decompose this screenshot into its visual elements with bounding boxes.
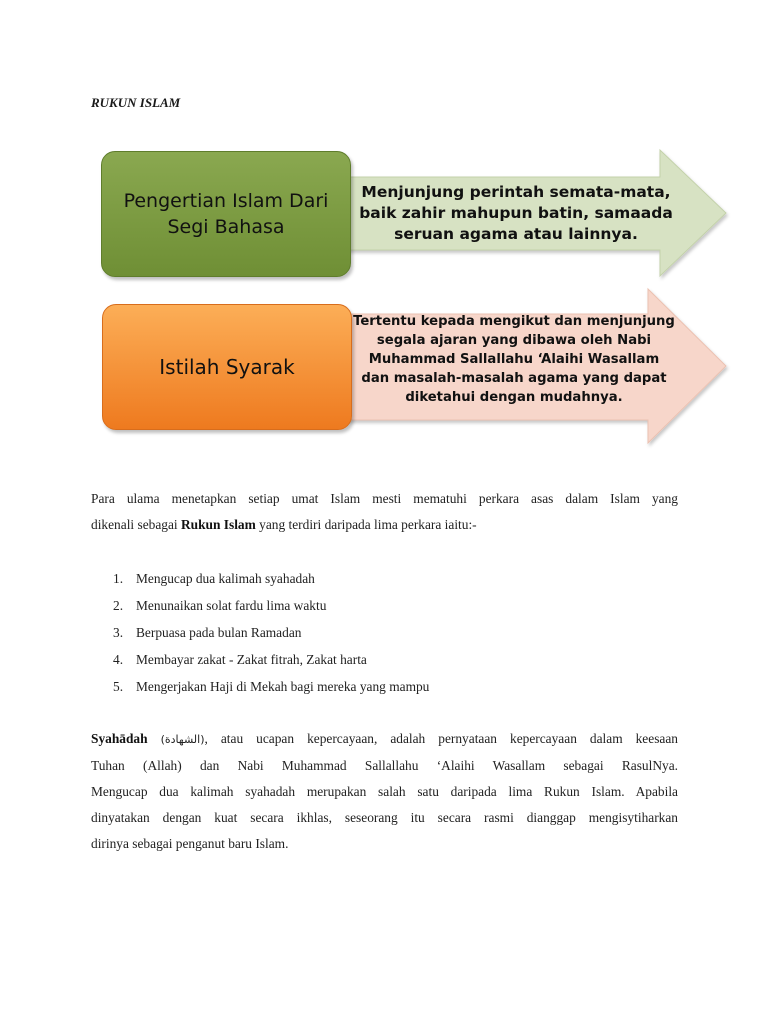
list-text: Berpuasa pada bulan Ramadan [136, 625, 302, 640]
arrow-row2-line: dan masalah-masalah agama yang dapat [361, 370, 667, 386]
list-number: 4. [113, 652, 124, 667]
intro-line [91, 512, 678, 538]
box-row1-line: Segi Bahasa [167, 216, 285, 238]
intro-paragraph [91, 486, 678, 538]
rukun-islam-diagram [0, 0, 768, 460]
list-number: 1. [113, 571, 124, 586]
box-row2-label: Istilah Syarak [159, 355, 295, 379]
arrow-row1-line: seruan agama atau lainnya. [394, 224, 638, 243]
list-number: 5. [113, 679, 124, 694]
arrow-row2-line: diketahui dengan mudahnya. [405, 389, 623, 405]
syahadah-line: dinyatakan dengan kuat secara ikhlas, seseorang itu secara rasmi dianggap mengisytiharkan [91, 810, 678, 825]
syahadah-line: dirinya sebagai penganut baru Islam. [91, 836, 289, 851]
box-pengertian-bahasa [101, 151, 351, 277]
arrow-row1-text [350, 163, 682, 263]
arrow-row1-line: baik zahir mahupun batin, samaada [359, 203, 673, 222]
arrow-row1-line: Menjunjung perintah semata-mata, [361, 182, 671, 201]
syahadah-term: Syahādah [91, 731, 148, 746]
arrow-row2-line: Muhammad Sallallahu ‘Alaihi Wasallam [368, 351, 660, 367]
intro-text: dikenali sebagai [91, 517, 181, 532]
list-number: 2. [113, 598, 124, 613]
arrow-row2-text [346, 305, 682, 413]
list-item [91, 592, 651, 619]
list-item [91, 646, 651, 673]
page-heading: RUKUN ISLAM [91, 95, 181, 110]
rukun-list [91, 565, 651, 700]
syahadah-paragraph [91, 726, 678, 857]
intro-bold-term: Rukun Islam [180, 517, 256, 532]
intro-line: Para ulama menetapkan setiap umat Islam mesti mematuhi perkara asas dalam Islam yang [91, 491, 678, 506]
list-item [91, 673, 651, 700]
box-istilah-syarak [102, 304, 352, 430]
list-item [91, 565, 651, 592]
syahadah-line: Mengucap dua kalimah syahadah merupakan salah satu daripada lima Rukun Islam. Apabila [91, 784, 678, 799]
list-text: Mengucap dua kalimah syahadah [136, 571, 315, 586]
list-number: 3. [113, 625, 124, 640]
box-row1-line: Pengertian Islam Dari [123, 190, 329, 212]
intro-text: yang terdiri daripada lima perkara iaitu:- [255, 517, 477, 532]
list-text: Menunaikan solat fardu lima waktu [136, 598, 327, 613]
list-text: Mengerjakan Haji di Mekah bagi mereka yang mampu [136, 679, 430, 694]
syahadah-line: Tuhan (Allah) dan Nabi Muhammad Sallallahu ‘Alaihi Wasallam sebagai RasulNya. [91, 758, 678, 773]
syahadah-arabic: (الشهادة) [160, 733, 205, 746]
syahadah-text: , atau ucapan kepercayaan, adalah pernyataan kepercayaan dalam keesaan [204, 731, 678, 746]
arrow-row2-line: Tertentu kepada mengikut dan menjunjung [353, 313, 675, 329]
syahadah-line [91, 726, 678, 753]
list-item [91, 619, 651, 646]
arrow-row2-line: segala ajaran yang dibawa oleh Nabi [376, 332, 652, 348]
list-text: Membayar zakat - Zakat fitrah, Zakat harta [136, 652, 367, 667]
